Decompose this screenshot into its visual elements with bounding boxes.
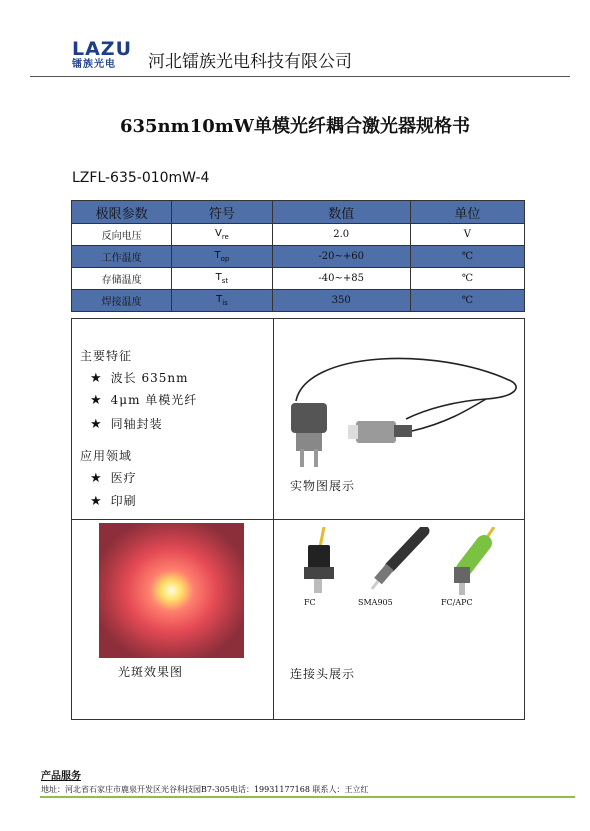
- value-cell: 350: [272, 290, 410, 312]
- grid-horizontal-divider: [72, 519, 524, 520]
- fc-apc-connector-image: [454, 527, 494, 595]
- photo-caption: 实物图展示: [290, 479, 356, 493]
- symbol-cell: $T_{op}$: [172, 246, 272, 268]
- company-logo: [72, 40, 146, 74]
- value-cell: 2.0: [272, 224, 410, 246]
- feature-item: ★ 4μm 单模光纤: [90, 393, 198, 408]
- table-row: [72, 224, 525, 246]
- symbol-cell: $T_{st}$: [172, 268, 272, 290]
- contact-info: 地址：河北省石家庄市鹿泉开发区光谷科技园B7-305电话：19931177168 联系人：王立红: [41, 785, 369, 794]
- param-cell: 工作温度: [72, 246, 172, 268]
- feature-item: ★ 波长 635nm: [90, 371, 189, 386]
- header-unit: 单位: [410, 201, 524, 224]
- spot-caption: 光斑效果图: [118, 665, 184, 679]
- connector-label-fc-apc: FC/APC: [441, 598, 473, 607]
- table-row: [72, 268, 525, 290]
- param-cell: 存储温度: [72, 268, 172, 290]
- connectors-caption: 连接头展示: [290, 667, 356, 681]
- laser-module-photo: [286, 341, 522, 473]
- star-icon: ★: [90, 371, 103, 386]
- symbol-cell: $T_{is}$: [172, 290, 272, 312]
- symbol-cell: $V_{re}$: [172, 224, 272, 246]
- unit-cell: ℃: [410, 246, 524, 268]
- connector-label-sma905: SMA905: [358, 598, 393, 607]
- header-value: 数值: [272, 201, 410, 224]
- unit-cell: ℃: [410, 268, 524, 290]
- product-info-grid: [71, 318, 525, 720]
- table-row: [72, 290, 525, 312]
- footer-divider: [40, 796, 575, 798]
- param-cell: 反向电压: [72, 224, 172, 246]
- star-icon: ★: [90, 393, 103, 408]
- header-symbol: 符号: [172, 201, 272, 224]
- star-icon: ★: [90, 471, 103, 486]
- applications-heading: 应用领域: [80, 449, 133, 463]
- company-name: 河北镭族光电科技有限公司: [148, 52, 352, 72]
- model-number: LZFL-635-010mW-4: [72, 170, 210, 186]
- sma905-connector-image: [372, 531, 424, 589]
- absolute-ratings-table: [71, 200, 525, 312]
- logo-wordmark: LAZU: [72, 38, 133, 60]
- features-heading: 主要特征: [80, 349, 133, 363]
- application-item: ★ 医疗: [90, 471, 137, 486]
- value-cell: -40~+85: [272, 268, 410, 290]
- header-divider: [30, 76, 570, 77]
- header-param: 极限参数: [72, 201, 172, 224]
- application-item: ★ 印刷: [90, 494, 137, 509]
- product-service-label: 产品服务: [41, 771, 81, 782]
- table-header-row: [72, 201, 525, 224]
- connector-images: [294, 527, 516, 599]
- star-icon: ★: [90, 417, 103, 432]
- star-icon: ★: [90, 494, 103, 509]
- logo-subtitle: 镭族光电: [72, 59, 116, 70]
- feature-item: ★ 同轴封装: [90, 417, 163, 432]
- unit-cell: ℃: [410, 290, 524, 312]
- unit-cell: V: [410, 224, 524, 246]
- connector-label-fc: FC: [304, 598, 316, 607]
- beam-spot-image: [99, 523, 244, 658]
- document-title: 635nm10mW单模光纤耦合激光器规格书: [119, 116, 470, 137]
- param-cell: 焊接温度: [72, 290, 172, 312]
- fc-connector-image: [304, 527, 334, 593]
- table-row: [72, 246, 525, 268]
- value-cell: -20~+60: [272, 246, 410, 268]
